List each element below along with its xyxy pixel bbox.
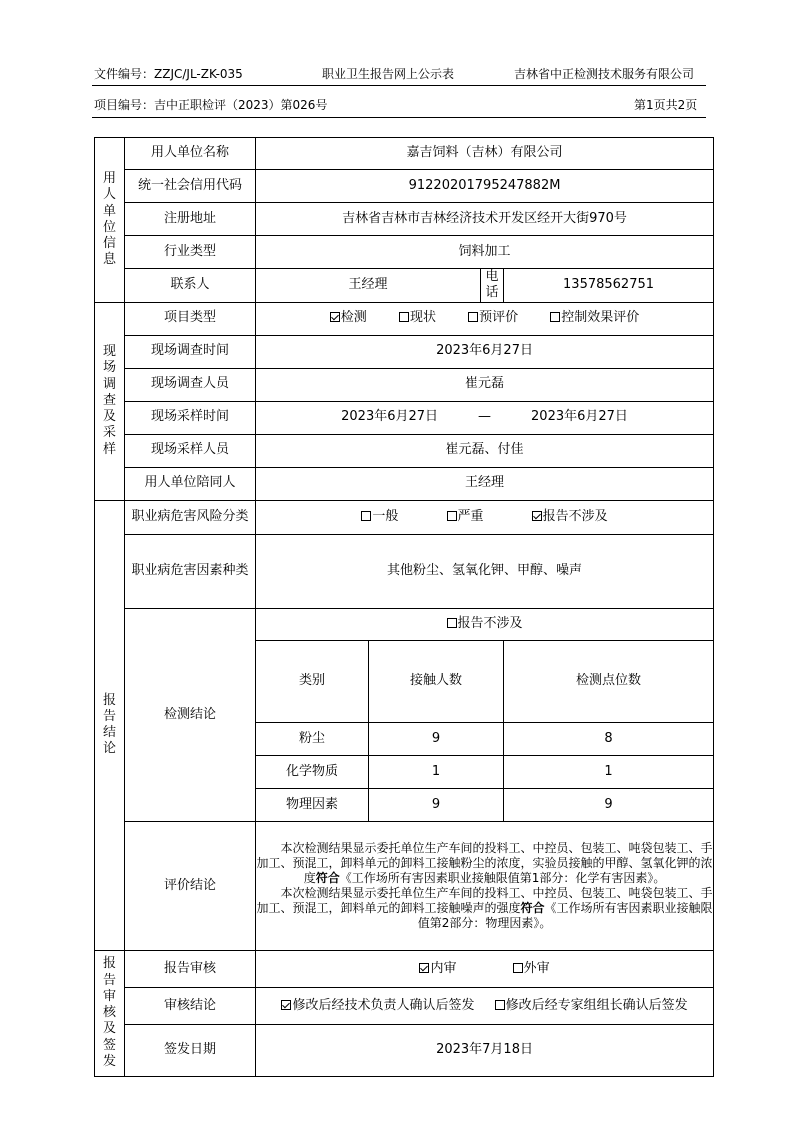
sampling-time-label: 现场采样时间 <box>125 401 256 434</box>
project-type-label: 项目类型 <box>125 302 256 335</box>
review-label: 报告审核 <box>125 950 256 987</box>
table-header: 接触人数 <box>369 640 504 722</box>
section-employer: 用 人 单 位 信 息 <box>95 138 125 303</box>
checkbox-icon[interactable] <box>330 312 340 322</box>
review-option[interactable]: 内审 <box>419 961 456 977</box>
issue-date-label: 签发日期 <box>125 1024 256 1076</box>
risk-label: 职业病危害风险分类 <box>125 500 256 534</box>
checkbox-icon[interactable] <box>447 618 457 628</box>
checkbox-icon[interactable] <box>532 511 542 521</box>
industry: 饲料加工 <box>256 236 714 269</box>
sampler-label: 现场采样人员 <box>125 434 256 467</box>
review-result-label: 审核结论 <box>125 987 256 1024</box>
surveyor-label: 现场调查人员 <box>125 368 256 401</box>
address-label: 注册地址 <box>125 203 256 236</box>
sampling-start: 2023年6月27日 <box>341 409 439 425</box>
people-cell: 1 <box>369 755 504 788</box>
checkbox-icon[interactable] <box>419 963 429 973</box>
review-option[interactable]: 外审 <box>513 961 550 977</box>
detection-label: 检测结论 <box>125 608 256 821</box>
project-type-option[interactable]: 预评价 <box>468 310 518 326</box>
survey-time: 2023年6月27日 <box>256 335 714 368</box>
checkbox-icon[interactable] <box>399 312 409 322</box>
phone: 13578562751 <box>504 269 714 303</box>
checkbox-icon[interactable] <box>361 511 371 521</box>
people-cell: 9 <box>369 788 504 821</box>
checkbox-icon[interactable] <box>495 1000 505 1010</box>
risk-option[interactable]: 一般 <box>361 509 398 525</box>
checkbox-icon[interactable] <box>447 511 457 521</box>
eval-paragraph-2: 本次检测结果显示委托单位生产车间的投料工、中控员、包装工、吨袋包装工、手加工、预混工，卸料单元的卸料工接触噪声的强度符合《工作场所有害因素职业接触限值第2部分：物理因素》。 <box>256 885 713 930</box>
eval-conclusion <box>256 821 714 950</box>
checkbox-icon[interactable] <box>468 312 478 322</box>
eval-paragraph-1: 本次检测结果显示委托单位生产车间的投料工、中控员、包装工、吨袋包装工、手加工、预混工，卸料单元的卸料工接触粉尘的浓度，实验员接触的甲醇、氢氧化钾的浓度符合《工作场所有害因素职业接触限值第1部分：化学有害因素》。 <box>256 840 713 885</box>
table-header: 检测点位数 <box>504 640 714 722</box>
sampling-dash: — <box>478 409 492 425</box>
eval-label: 评价结论 <box>125 821 256 950</box>
company-name: 吉林省中正检测技术服务有限公司 <box>514 67 695 81</box>
doc-number: 文件编号：ZZJC/JL-ZK-035 <box>94 67 243 81</box>
category-cell: 物理因素 <box>256 788 369 821</box>
disclosure-table <box>94 137 714 1077</box>
review-result-option[interactable]: 修改后经专家组组长确认后签发 <box>495 998 688 1014</box>
issue-date: 2023年7月18日 <box>256 1024 714 1076</box>
sampler: 崔元磊、付佳 <box>256 434 714 467</box>
section-review: 报 告 审 核 及 签 发 <box>95 950 125 1076</box>
form-title: 职业卫生报告网上公示表 <box>322 67 455 81</box>
review-result-options <box>256 987 714 1024</box>
contact: 王经理 <box>256 269 481 303</box>
surveyor: 崔元磊 <box>256 368 714 401</box>
category-cell: 粉尘 <box>256 722 369 755</box>
project-type-option[interactable]: 现状 <box>399 310 436 326</box>
credit-code: 91220201795247882M <box>256 170 714 203</box>
factors: 其他粉尘、氢氧化钾、甲醇、噪声 <box>256 534 714 608</box>
checkbox-icon[interactable] <box>513 963 523 973</box>
header-divider <box>92 85 706 86</box>
phone-label: 电话 <box>481 269 504 303</box>
checkbox-icon[interactable] <box>550 312 560 322</box>
survey-time-label: 现场调查时间 <box>125 335 256 368</box>
project-type-option[interactable]: 检测 <box>330 310 367 326</box>
escort: 王经理 <box>256 467 714 500</box>
project-type-options <box>256 302 714 335</box>
industry-label: 行业类型 <box>125 236 256 269</box>
page-number: 第1页共2页 <box>634 98 698 112</box>
contact-label: 联系人 <box>125 269 256 303</box>
header-divider-2 <box>92 117 706 118</box>
project-number: 项目编号：吉中正职检评（2023）第026号 <box>94 98 328 112</box>
sampling-end: 2023年6月27日 <box>531 409 628 425</box>
section-survey: 现 场 调 查 及 采 样 <box>95 302 125 500</box>
review-result-option[interactable]: 修改后经技术负责人确认后签发 <box>281 998 474 1014</box>
category-cell: 化学物质 <box>256 755 369 788</box>
credit-code-label: 统一社会信用代码 <box>125 170 256 203</box>
risk-option[interactable]: 严重 <box>447 509 484 525</box>
escort-label: 用人单位陪同人 <box>125 467 256 500</box>
points-cell: 9 <box>504 788 714 821</box>
sampling-time <box>256 401 714 434</box>
risk-options <box>256 500 714 534</box>
employer-name: 嘉吉饲料（吉林）有限公司 <box>256 138 714 170</box>
employer-name-label: 用人单位名称 <box>125 138 256 170</box>
detection-not-involved[interactable]: 报告不涉及 <box>256 608 714 640</box>
risk-option[interactable]: 报告不涉及 <box>532 509 608 525</box>
project-type-option[interactable]: 控制效果评价 <box>550 310 639 326</box>
checkbox-icon[interactable] <box>281 1000 291 1010</box>
points-cell: 8 <box>504 722 714 755</box>
section-conclusion: 报 告 结 论 <box>95 500 125 950</box>
points-cell: 1 <box>504 755 714 788</box>
review-options <box>256 950 714 987</box>
address: 吉林省吉林市吉林经济技术开发区经开大街970号 <box>256 203 714 236</box>
table-header: 类别 <box>256 640 369 722</box>
factors-label: 职业病危害因素种类 <box>125 534 256 608</box>
people-cell: 9 <box>369 722 504 755</box>
